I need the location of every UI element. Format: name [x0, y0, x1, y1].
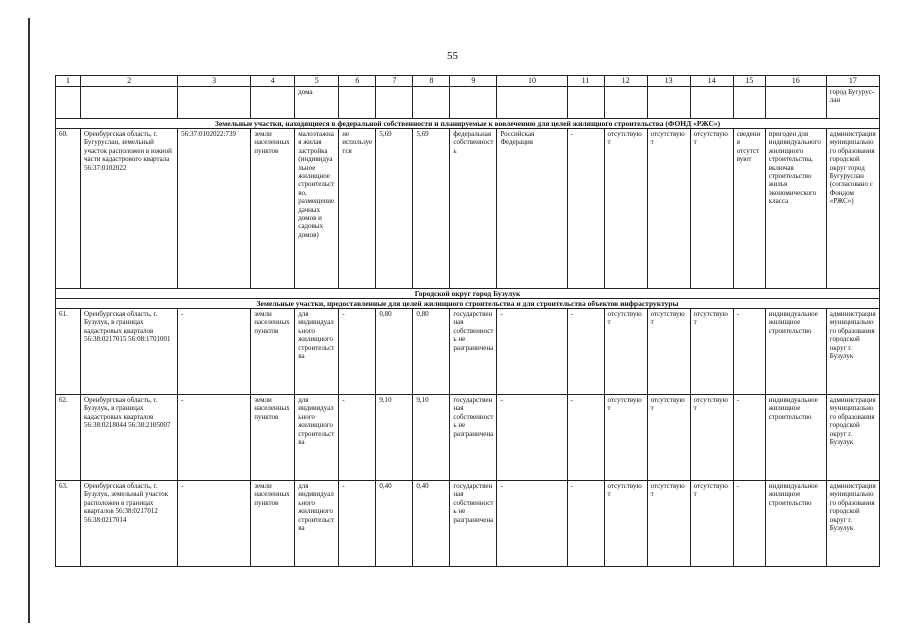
- header-row: [56, 76, 880, 87]
- cadastral-cell: -: [178, 395, 251, 481]
- use-cell: для индивидуального жилищного строительства: [295, 309, 339, 395]
- ownership-cell: федеральная собственность: [450, 129, 497, 289]
- area-cell: 9,10: [376, 395, 413, 481]
- section-heading: Земельные участки, находящиеся в федеральной собственности и планируемые к вовлечению для целей жилищного строительства (ФОНД «РЖС»): [56, 119, 880, 129]
- header-cell: 11: [567, 76, 604, 87]
- area-cell: 0,80: [413, 309, 450, 395]
- owner-cell: -: [497, 309, 567, 395]
- category-cell: земли населенных пунктов: [251, 309, 295, 395]
- area-cell: 0,40: [413, 481, 450, 567]
- carryover-row: [56, 87, 880, 119]
- header-cell: 9: [450, 76, 497, 87]
- header-cell: 8: [413, 76, 450, 87]
- address-cell: Оренбургская область, г. Бузулук, в границах кадастровых кварталов 56:38:0218044 56:38:2105007: [81, 395, 178, 481]
- table-cell: дома: [295, 87, 339, 119]
- table-row: [56, 481, 880, 567]
- table-cell: отсутствуют: [690, 481, 733, 567]
- ownership-cell: государственная собственность не разграничена: [450, 395, 497, 481]
- owner-cell: -: [497, 481, 567, 567]
- table-row: [56, 395, 880, 481]
- area-cell: 5,69: [376, 129, 413, 289]
- category-cell: земли населенных пунктов: [251, 395, 295, 481]
- table-cell: отсутствуют: [647, 481, 690, 567]
- page-number: 55: [447, 50, 458, 62]
- ownership-cell: государственная собственность не разграничена: [450, 481, 497, 567]
- table-cell: отсутствуют: [604, 309, 647, 395]
- address-cell: Оренбургская область, г. Бугуруслан, земельный участок расположен в южной части кадастрового квартала 56:37:0102022: [81, 129, 178, 289]
- land-register-table: [55, 75, 880, 567]
- address-cell: Оренбургская область, г. Бузулук, земельный участок расположен в границах кварталов 56:38:0217012 56:38:0217014: [81, 481, 178, 567]
- use-cell: малоэтажная жилая застройка (индивидуальное жилищное строительство, размещение дачных домов и садовых домов): [295, 129, 339, 289]
- table-cell: сведения отсутствуют: [733, 129, 765, 289]
- table-row: [56, 309, 880, 395]
- use-cell: для индивидуального жилищного строительства: [295, 481, 339, 567]
- row-number: 60.: [56, 129, 81, 289]
- table-cell: -: [567, 129, 604, 289]
- binding-edge-line: [28, 18, 30, 623]
- area-cell: 0,40: [376, 481, 413, 567]
- table-cell: отсутствуют: [647, 129, 690, 289]
- header-cell: 10: [497, 76, 567, 87]
- table-cell: не используется: [339, 129, 376, 289]
- header-cell: 2: [81, 76, 178, 87]
- header-cell: 3: [178, 76, 251, 87]
- section-heading: Земельные участки, предоставленные для целей жилищного строительства и для строительства объектов инфраструктуры: [56, 299, 880, 309]
- table-cell: -: [733, 395, 765, 481]
- purpose-cell: индивидуальное жилищное строительство: [765, 395, 826, 481]
- admin-cell: администрация муниципального образования городской округ город Бугуруслан (согласовано с Фондом «РЖС»): [826, 129, 879, 289]
- purpose-cell: индивидуальное жилищное строительство: [765, 481, 826, 567]
- header-cell: 15: [733, 76, 765, 87]
- purpose-cell: пригоден для индивидуального жилищного строительства, включая строительство жилья экономического класса: [765, 129, 826, 289]
- row-number: 61.: [56, 309, 81, 395]
- table-cell: город Бугурус-лан: [826, 87, 879, 119]
- area-cell: 0,80: [376, 309, 413, 395]
- table-cell: отсутствуют: [604, 395, 647, 481]
- owner-cell: Российская Федерация: [497, 129, 567, 289]
- table-cell: -: [567, 395, 604, 481]
- category-cell: земли населенных пунктов: [251, 481, 295, 567]
- admin-cell: администрация муниципального образования городской округ г. Бузулук: [826, 481, 879, 567]
- table-cell: -: [567, 309, 604, 395]
- row-number: 62.: [56, 395, 81, 481]
- header-cell: 12: [604, 76, 647, 87]
- header-cell: 16: [765, 76, 826, 87]
- address-cell: Оренбургская область, г. Бузулук, в границах кадастровых кварталов 56:38:0217015 56:08:1701001: [81, 309, 178, 395]
- section-heading: Городской округ город Бузулук: [56, 289, 880, 299]
- table-cell: отсутствуют: [690, 395, 733, 481]
- cadastral-cell: 56:37:0102022:739: [178, 129, 251, 289]
- table-cell: -: [733, 309, 765, 395]
- table-cell: -: [733, 481, 765, 567]
- table-row: [56, 129, 880, 289]
- table-cell: отсутствуют: [690, 129, 733, 289]
- table-cell: -: [339, 481, 376, 567]
- purpose-cell: индивидуальное жилищное строительство: [765, 309, 826, 395]
- section-row: [56, 289, 880, 299]
- header-cell: 6: [339, 76, 376, 87]
- table-cell: -: [339, 309, 376, 395]
- row-number: 63.: [56, 481, 81, 567]
- header-cell: 14: [690, 76, 733, 87]
- header-cell: 1: [56, 76, 81, 87]
- header-cell: 7: [376, 76, 413, 87]
- table-cell: отсутствуют: [647, 395, 690, 481]
- table-cell: -: [339, 395, 376, 481]
- header-cell: 4: [251, 76, 295, 87]
- table-cell: отсутствуют: [604, 481, 647, 567]
- ownership-cell: государственная собственность не разграничена: [450, 309, 497, 395]
- header-cell: 17: [826, 76, 879, 87]
- header-cell: 13: [647, 76, 690, 87]
- owner-cell: -: [497, 395, 567, 481]
- area-cell: 5,69: [413, 129, 450, 289]
- table-cell: отсутствуют: [690, 309, 733, 395]
- admin-cell: администрация муниципального образования городской округ г. Бузулук: [826, 395, 879, 481]
- admin-cell: администрация муниципального образования городской округ г. Бузулук: [826, 309, 879, 395]
- table-cell: отсутствуют: [604, 129, 647, 289]
- category-cell: земли населенных пунктов: [251, 129, 295, 289]
- cadastral-cell: -: [178, 481, 251, 567]
- section-row: [56, 119, 880, 129]
- section-row: [56, 299, 880, 309]
- use-cell: для индивидуального жилищного строительства: [295, 395, 339, 481]
- cadastral-cell: -: [178, 309, 251, 395]
- area-cell: 9,10: [413, 395, 450, 481]
- header-cell: 5: [295, 76, 339, 87]
- table-cell: -: [567, 481, 604, 567]
- table-cell: отсутствуют: [647, 309, 690, 395]
